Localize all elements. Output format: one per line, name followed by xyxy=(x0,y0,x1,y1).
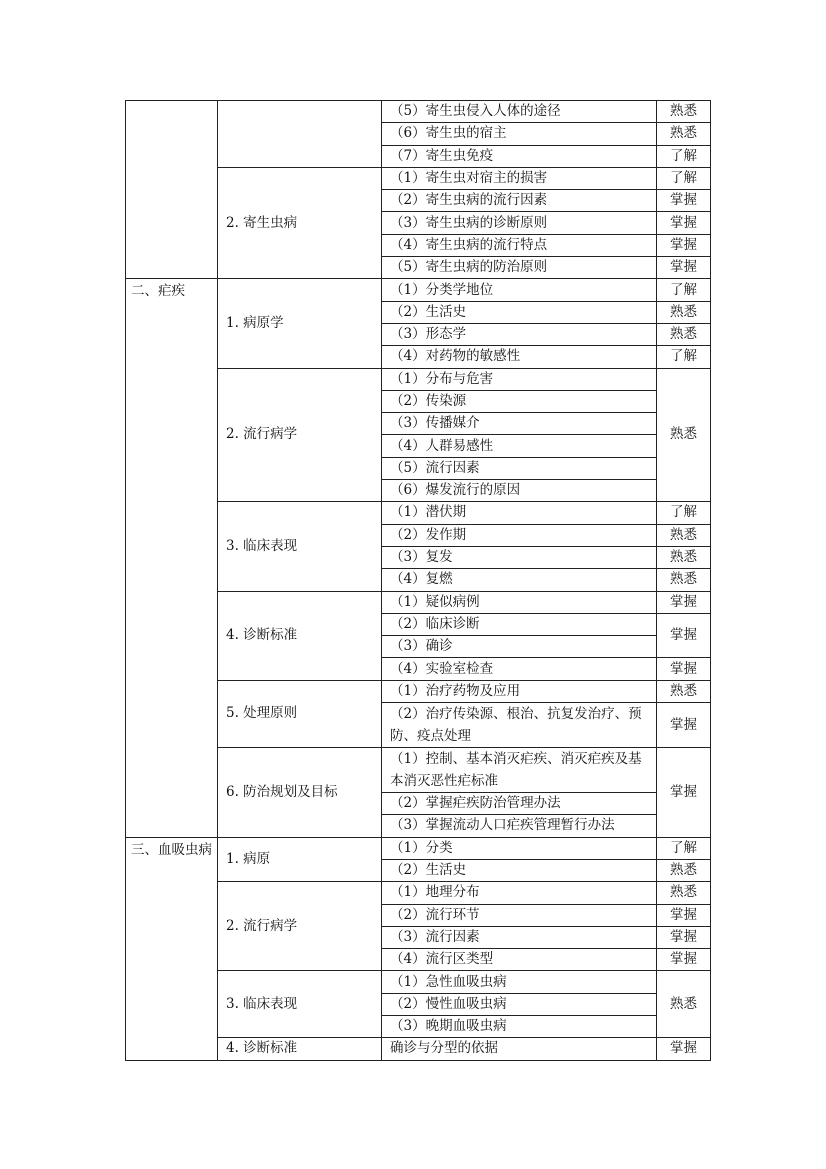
item-cell: （4）人群易感性 xyxy=(382,435,657,457)
level-cell: 掌握 xyxy=(657,904,711,926)
topic-cell: 1. 病原 xyxy=(218,837,382,882)
level-cell: 了解 xyxy=(657,167,711,189)
item-cell: （3）晚期血吸虫病 xyxy=(382,1015,657,1037)
item-cell: 确诊与分型的依据 xyxy=(382,1038,657,1060)
level-cell: 掌握 xyxy=(657,1038,711,1060)
item-cell: （2）传染源 xyxy=(382,390,657,412)
item-cell: （1）控制、基本消灭疟疾、消灭疟疾及基本消灭恶性疟标准 xyxy=(382,748,657,793)
item-cell: （2）治疗传染源、根治、抗复发治疗、预防、疫点处理 xyxy=(382,703,657,748)
item-cell: （5）寄生虫病的防治原则 xyxy=(382,257,657,279)
level-cell: 熟悉 xyxy=(657,368,711,502)
level-cell: 掌握 xyxy=(657,658,711,680)
item-cell: （5）流行因素 xyxy=(382,457,657,479)
level-cell: 掌握 xyxy=(657,591,711,613)
level-cell: 掌握 xyxy=(657,257,711,279)
item-cell: （3）复发 xyxy=(382,546,657,568)
item-cell: （2）生活史 xyxy=(382,859,657,881)
level-cell: 掌握 xyxy=(657,748,711,838)
topic-cell: 5. 处理原则 xyxy=(218,680,382,747)
item-cell: （1）地理分布 xyxy=(382,882,657,904)
item-cell: （4）对药物的敏感性 xyxy=(382,346,657,368)
item-cell: （1）治疗药物及应用 xyxy=(382,680,657,702)
section-cell: 二、疟疾 xyxy=(126,279,218,837)
item-cell: （3）寄生虫病的诊断原则 xyxy=(382,212,657,234)
level-cell: 了解 xyxy=(657,145,711,167)
level-cell: 掌握 xyxy=(657,926,711,948)
level-cell: 了解 xyxy=(657,346,711,368)
level-cell: 掌握 xyxy=(657,949,711,971)
item-cell: （5）寄生虫侵入人体的途径 xyxy=(382,101,657,123)
level-cell: 熟悉 xyxy=(657,524,711,546)
item-cell: （3）传播媒介 xyxy=(382,413,657,435)
level-cell: 熟悉 xyxy=(657,882,711,904)
level-cell: 熟悉 xyxy=(657,569,711,591)
level-cell: 掌握 xyxy=(657,703,711,748)
item-cell: （1）潜伏期 xyxy=(382,502,657,524)
item-cell: （4）寄生虫病的流行特点 xyxy=(382,234,657,256)
item-cell: （2）流行环节 xyxy=(382,904,657,926)
topic-cell: 3. 临床表现 xyxy=(218,502,382,591)
topic-cell: 2. 流行病学 xyxy=(218,882,382,971)
section-cell: 三、血吸虫病 xyxy=(126,837,218,1060)
level-cell: 熟悉 xyxy=(657,301,711,323)
item-cell: （2）临床诊断 xyxy=(382,613,657,635)
item-cell: （2）掌握疟疾防治管理办法 xyxy=(382,793,657,815)
level-cell: 熟悉 xyxy=(657,680,711,702)
level-cell: 熟悉 xyxy=(657,123,711,145)
item-cell: （2）发作期 xyxy=(382,524,657,546)
topic-cell: 4. 诊断标准 xyxy=(218,1038,382,1060)
level-cell: 掌握 xyxy=(657,190,711,212)
level-cell: 掌握 xyxy=(657,212,711,234)
item-cell: （6）爆发流行的原因 xyxy=(382,480,657,502)
item-cell: （7）寄生虫免疫 xyxy=(382,145,657,167)
table-row xyxy=(126,837,711,859)
topic-cell: 2. 流行病学 xyxy=(218,368,382,502)
section-cell xyxy=(126,101,218,279)
item-cell: （1）急性血吸虫病 xyxy=(382,971,657,993)
level-cell: 熟悉 xyxy=(657,971,711,1038)
item-cell: （4）流行区类型 xyxy=(382,949,657,971)
item-cell: （4）复燃 xyxy=(382,569,657,591)
topic-cell: 2. 寄生虫病 xyxy=(218,167,382,278)
item-cell: （6）寄生虫的宿主 xyxy=(382,123,657,145)
level-cell: 熟悉 xyxy=(657,323,711,345)
item-cell: （3）流行因素 xyxy=(382,926,657,948)
item-cell: （2）生活史 xyxy=(382,301,657,323)
item-cell: （1）分布与危害 xyxy=(382,368,657,390)
topic-cell xyxy=(218,101,382,168)
level-cell: 了解 xyxy=(657,837,711,859)
syllabus-table xyxy=(125,100,711,1061)
item-cell: （2）寄生虫病的流行因素 xyxy=(382,190,657,212)
level-cell: 熟悉 xyxy=(657,546,711,568)
topic-cell: 3. 临床表现 xyxy=(218,971,382,1038)
item-cell: （1）分类学地位 xyxy=(382,279,657,301)
level-cell: 掌握 xyxy=(657,613,711,658)
topic-cell: 1. 病原学 xyxy=(218,279,382,368)
item-cell: （1）疑似病例 xyxy=(382,591,657,613)
level-cell: 熟悉 xyxy=(657,859,711,881)
level-cell: 熟悉 xyxy=(657,101,711,123)
topic-cell: 4. 诊断标准 xyxy=(218,591,382,680)
item-cell: （4）实验室检查 xyxy=(382,658,657,680)
item-cell: （3）形态学 xyxy=(382,323,657,345)
topic-cell: 6. 防治规划及目标 xyxy=(218,748,382,838)
table-row xyxy=(126,101,711,123)
level-cell: 了解 xyxy=(657,502,711,524)
item-cell: （3）确诊 xyxy=(382,636,657,658)
item-cell: （3）掌握流动人口疟疾管理暂行办法 xyxy=(382,815,657,837)
item-cell: （1）分类 xyxy=(382,837,657,859)
level-cell: 掌握 xyxy=(657,234,711,256)
level-cell: 了解 xyxy=(657,279,711,301)
item-cell: （1）寄生虫对宿主的损害 xyxy=(382,167,657,189)
table-row xyxy=(126,279,711,301)
item-cell: （2）慢性血吸虫病 xyxy=(382,993,657,1015)
